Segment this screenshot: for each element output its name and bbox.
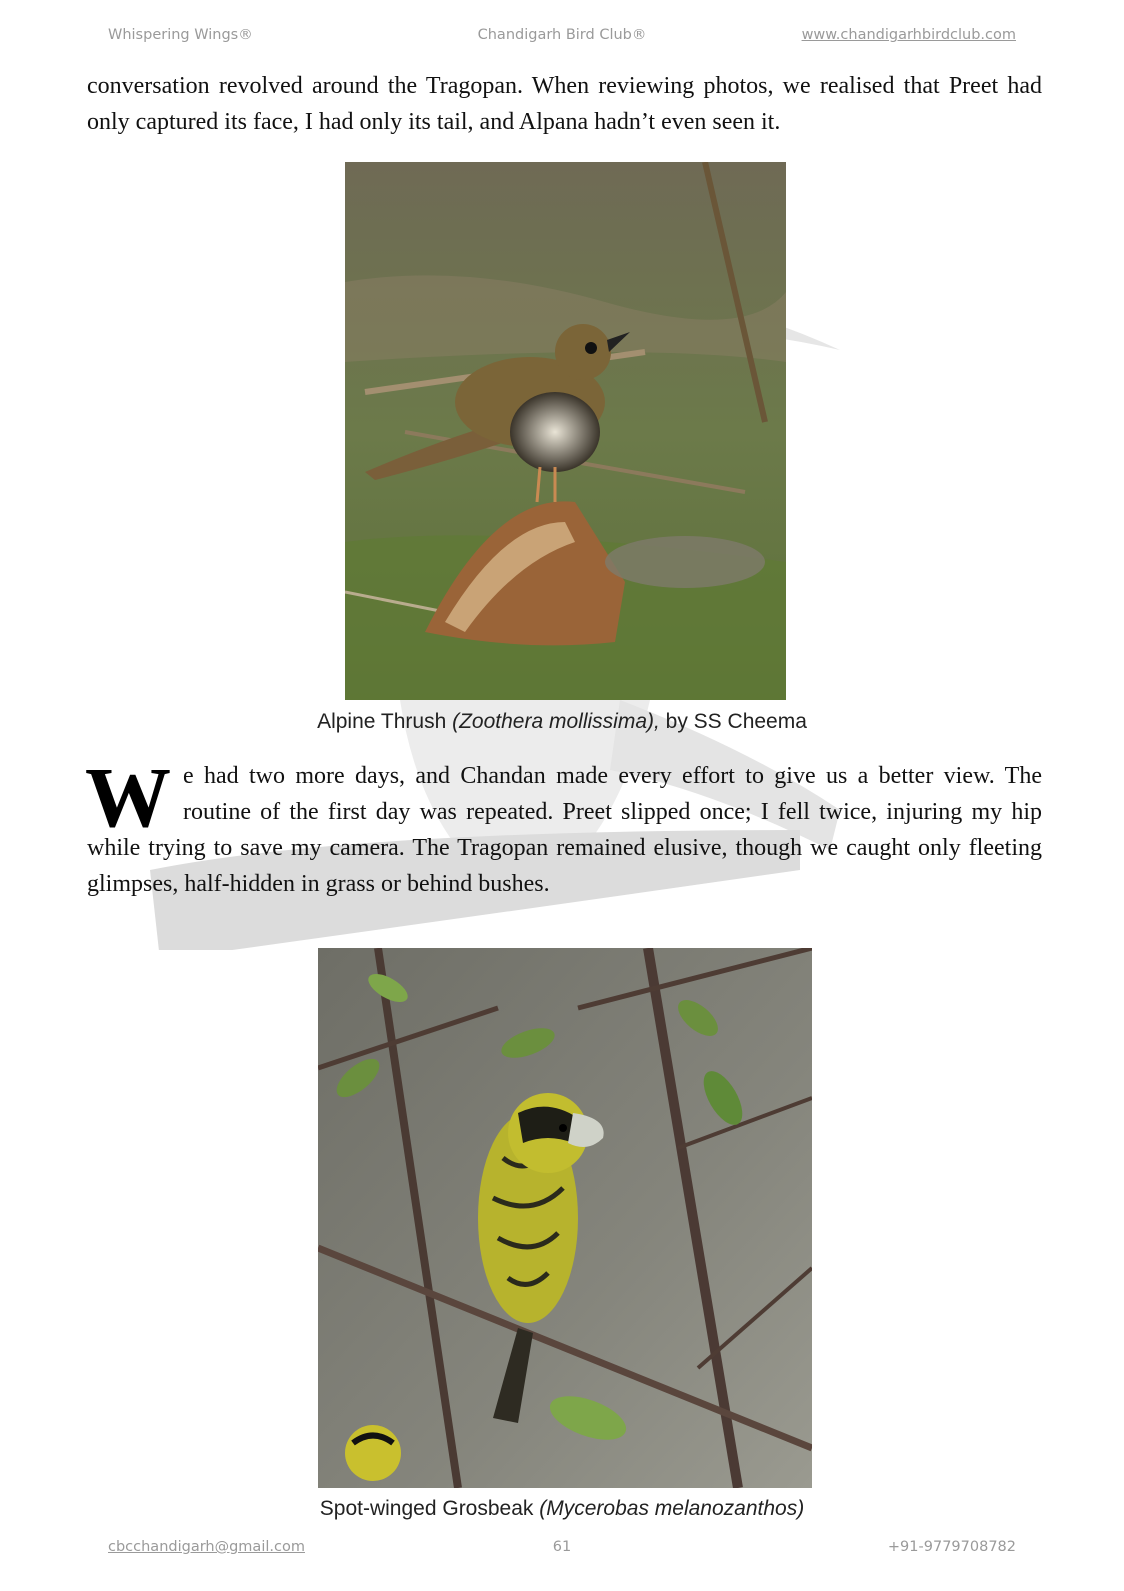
caption-scientific-name: (Mycerobas melanozanthos) (539, 1497, 805, 1520)
body-paragraph-1: conversation revolved around the Tragopan. When reviewing photos, we realised that Preet had only captured its face, I had only its tail, and Alpana hadn’t even seen it. (87, 73, 1042, 135)
alpine-thrush-photo (345, 162, 786, 700)
photo-caption-1 (0, 710, 1124, 734)
caption-common-name: Spot-winged Grosbeak (319, 1497, 540, 1520)
page-number: 61 (552, 1539, 572, 1555)
page-header (108, 27, 1016, 49)
publication-title: Whispering Wings® (108, 27, 253, 43)
drop-cap: W (85, 749, 171, 845)
photo-caption-2 (0, 1497, 1124, 1521)
spot-winged-grosbeak-photo (318, 948, 812, 1488)
paragraph-2-text: e had two more days, and Chandan made every effort to give us a better view. The routine of the first day was repeated. Preet slipped once; I fell twice, injuring my hip while trying to save my camera. The Tragopan remained elusive, though we caught only fleeting glimpses, half-hidden in grass or behind bushes. (87, 763, 1042, 897)
email-link[interactable]: cbcchandigarh@gmail.com (108, 1539, 305, 1555)
phone-number: +91-9779708782 (887, 1539, 1016, 1555)
caption-common-name: Alpine Thrush (317, 710, 453, 733)
caption-scientific-name: (Zoothera mollissima), (452, 710, 660, 733)
website-link[interactable]: www.chandigarhbirdclub.com (801, 27, 1016, 43)
page-footer (108, 1539, 1016, 1561)
caption-credit: by SS Cheema (659, 710, 807, 733)
body-paragraph-2 (85, 749, 1042, 902)
club-name: Chandigarh Bird Club® (477, 27, 647, 43)
